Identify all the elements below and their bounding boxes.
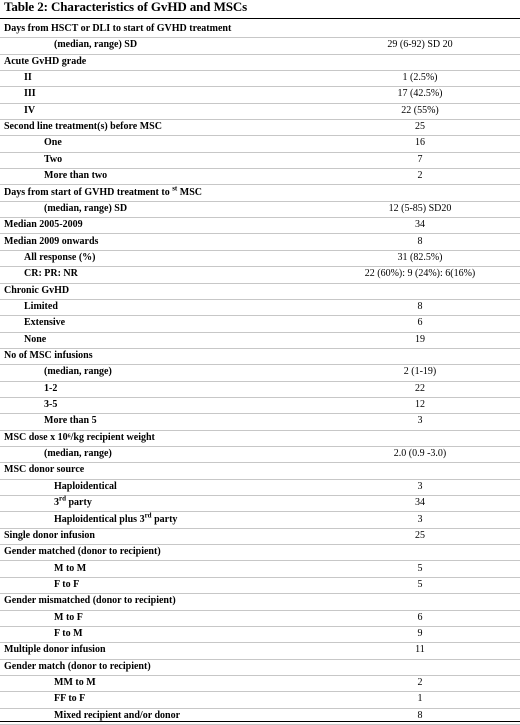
- table-row: [0, 185, 520, 202]
- table-row: [0, 348, 520, 365]
- row-label: CR: PR: NR: [24, 268, 78, 280]
- row-value: 22 (60%): 9 (24%): 6(16%): [364, 268, 476, 280]
- row-label: MM to M: [54, 677, 96, 688]
- row-label: (median, range) SD: [54, 39, 138, 51]
- row-label: 3rd party: [54, 494, 92, 509]
- row-value: 5: [417, 562, 423, 574]
- table-row: [0, 659, 520, 676]
- table-title: Table 2: Characteristics of GvHD and MSCs: [4, 0, 248, 14]
- table-row: [0, 234, 520, 251]
- row-value: 8: [417, 709, 423, 721]
- table-row: [0, 119, 520, 136]
- table-row: [0, 364, 520, 381]
- row-value: 3: [417, 415, 423, 427]
- row-label: Median 2009 onwards: [4, 235, 99, 247]
- row-label: Gender mismatched (donor to recipient): [4, 595, 176, 607]
- row-label: Two: [44, 153, 63, 165]
- row-label: Days from start of GVHD treatment to $^{st}$ MSC: [4, 184, 202, 198]
- table-row: [0, 250, 520, 267]
- row-label: III: [24, 88, 36, 100]
- table-row: [0, 430, 520, 447]
- row-label: More than two: [44, 170, 108, 182]
- table-row: [0, 135, 520, 152]
- table-row: [0, 610, 520, 627]
- row-value: 25: [415, 121, 425, 133]
- row-label: F to M: [54, 627, 83, 639]
- row-label: Single donor infusion: [4, 529, 95, 541]
- table-row: [0, 512, 520, 529]
- row-label: (median, range): [44, 366, 112, 378]
- characteristics-table: [0, 18, 520, 722]
- row-value: 6: [417, 317, 423, 329]
- row-value: 1 (2.5%): [402, 72, 438, 84]
- row-label: Median 2005-2009: [4, 219, 83, 231]
- table-row: [0, 561, 520, 578]
- table-row: [0, 593, 520, 610]
- row-value: 22 (55%): [401, 104, 439, 116]
- row-label: None: [24, 333, 47, 345]
- row-value: 17 (42.5%): [397, 88, 443, 100]
- row-label: Second line treatment(s) before MSC: [4, 121, 162, 133]
- row-label: (median, range): [44, 448, 112, 460]
- row-label: Haploidentical plus 3rd party: [54, 511, 178, 525]
- table-row: [0, 37, 520, 54]
- row-label: (median, range) SD: [44, 202, 128, 214]
- table-row: [0, 642, 520, 659]
- table-row: [0, 332, 520, 349]
- row-label: FF to F: [54, 693, 86, 705]
- row-label: IV: [24, 104, 36, 116]
- row-value: 2: [417, 170, 423, 182]
- table-row: [0, 462, 520, 479]
- row-value: 34: [415, 219, 425, 231]
- row-value: 12: [415, 399, 425, 411]
- row-value: 6: [417, 611, 423, 623]
- row-value: 31 (82.5%): [397, 251, 443, 263]
- row-label: II: [24, 72, 32, 84]
- row-label: Multiple donor infusion: [4, 644, 106, 656]
- row-value: 2: [417, 677, 423, 688]
- row-value: 3: [417, 480, 423, 492]
- row-value: 19: [415, 333, 425, 345]
- table-row: [0, 168, 520, 185]
- table-row: [0, 283, 520, 300]
- row-label: All response (%): [24, 251, 96, 263]
- table-row: [0, 70, 520, 87]
- table-row: [0, 528, 520, 545]
- row-label: Acute GvHD grade: [4, 55, 87, 67]
- row-label: Limited: [24, 300, 58, 312]
- table-row: [0, 152, 520, 169]
- row-label: M to F: [54, 611, 83, 623]
- row-value: 16: [415, 137, 425, 149]
- row-value: 34: [415, 497, 425, 509]
- row-label: Haploidentical: [54, 480, 117, 492]
- row-value: 3: [417, 513, 423, 525]
- table-row: [0, 86, 520, 103]
- table-row: [0, 479, 520, 496]
- table-row: [0, 54, 520, 71]
- row-value: 2 (1-19): [403, 366, 437, 378]
- row-value: 2.0 (0.9 -3.0): [393, 448, 447, 460]
- row-label: 1-2: [44, 382, 58, 394]
- table-row: [0, 577, 520, 594]
- table-row: [0, 691, 520, 708]
- row-label: Days from HSCT or DLI to start of GVHD treatment: [4, 23, 232, 34]
- table-row: [0, 21, 520, 38]
- table-row: [0, 397, 520, 414]
- table-row: [0, 315, 520, 332]
- row-label: Gender matched (donor to recipient): [4, 546, 161, 558]
- row-value: 7: [417, 153, 423, 165]
- row-value: 9: [417, 627, 423, 639]
- table-row: [0, 201, 520, 218]
- row-label: M to M: [54, 562, 87, 574]
- row-value: 5: [417, 578, 423, 590]
- row-label: Extensive: [24, 317, 66, 329]
- table-row: [0, 299, 520, 316]
- row-value: 8: [417, 300, 423, 312]
- row-label: No of MSC infusions: [4, 350, 93, 361]
- table-row: [0, 708, 520, 725]
- row-value: 11: [415, 644, 425, 656]
- row-label: F to F: [54, 578, 80, 590]
- table-row: [0, 544, 520, 561]
- row-value: 25: [415, 529, 425, 541]
- table-row: [0, 495, 520, 512]
- table-row: [0, 266, 520, 283]
- row-label: MSC donor source: [4, 464, 85, 476]
- row-value: 1: [417, 693, 423, 705]
- table-row: [0, 413, 520, 430]
- row-label: One: [44, 137, 62, 149]
- row-label: Mixed recipient and/or donor: [54, 709, 181, 721]
- row-value: 12 (5-85) SD20: [388, 202, 452, 214]
- row-value: 8: [417, 235, 423, 247]
- row-label: 3-5: [44, 399, 58, 411]
- table-row: [0, 446, 520, 463]
- row-label: Gender match (donor to recipient): [4, 660, 151, 672]
- table-row: [0, 626, 520, 643]
- row-value: 22: [415, 382, 425, 394]
- row-label: MSC dose x 10⁶/kg recipient weight: [4, 431, 155, 443]
- row-label: More than 5: [44, 415, 97, 427]
- table-row: [0, 103, 520, 120]
- table-row: [0, 675, 520, 692]
- row-value: 29 (6-92) SD 20: [387, 39, 453, 51]
- row-label: Chronic GvHD: [4, 284, 70, 296]
- table-row: [0, 381, 520, 398]
- table-row: [0, 217, 520, 234]
